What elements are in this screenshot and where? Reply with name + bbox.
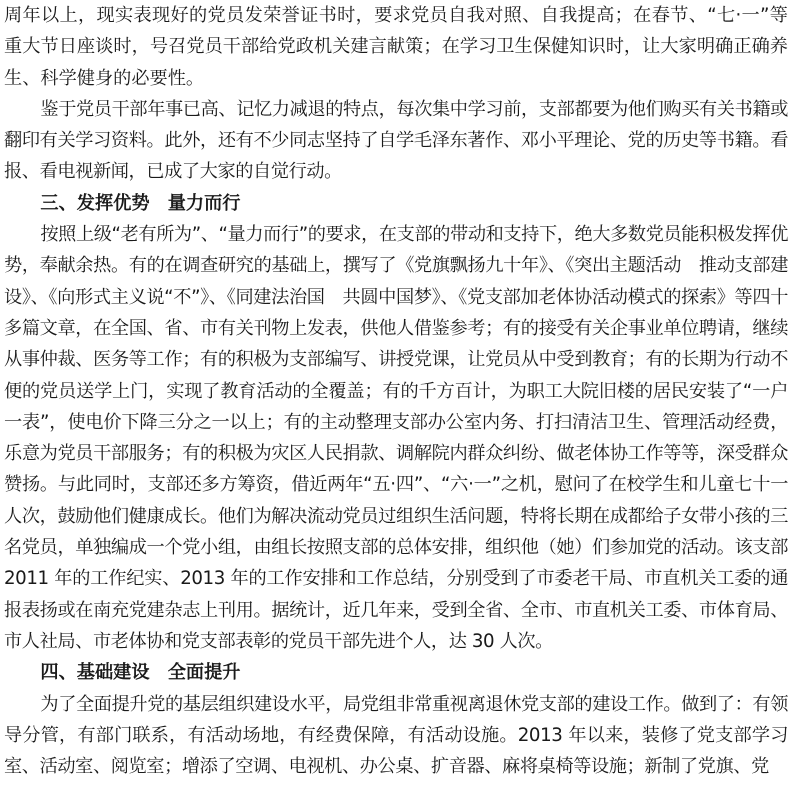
paragraph-study-materials: 鉴于党员干部年事已高、记忆力减退的特点，每次集中学习前，支部都要为他们购买有关书籍或翻印有关学习资料。此外，还有不少同志坚持了自学毛泽东著作、邓小平理论、党的历史等书籍。看报、看电视新闻，已成了大家的自觉行动。 xyxy=(4,98,788,183)
paragraph-continuation: 周年以上，现实表现好的党员发荣誉证书时，要求党员自我对照、自我提高；在春节、“七·一”等重大节日座谈时，号召党员干部给党政机关建言献策；在学习卫生保健知识时，让大家明确正确养生、科学健身的必要性。 xyxy=(4,5,788,89)
section-heading-four: 四、基础建设 全面提升 xyxy=(40,662,241,684)
paragraph-play-advantages: 按照上级“老有所为”、“量力而行”的要求，在支部的带动和支持下，绝大多数党员能积极发挥优势，奉献余热。有的在调查研究的基础上，撰写了《党旗飘扬九十年》、《突出主题活动 推动支部建设》、《向形式主义说“不”》、《同建法治国 共圆中国梦》、《党支部加老体协活动模式的探索》等四十多篇文章，在全国、省、市有关刊物上发表，供他人借鉴参考；有的接受有关企事业单位聘请，继续从事仲裁、医务等工作；有的积极为支部编写、讲授党课，让党员从中受到教育；有的长期为行动不便的党员送学上门，实现了教育活动的全覆盖；有的千方百计，为职工大院旧楼的居民安装了“一户一表”，使电价下降三分之一以上；有的主动整理支部办公室内务、打扫清洁卫生、管理活动经费，乐意为党员干部服务；有的积极为灾区人民捐款、调解院内群众纠纷、做老体协工作等等，深受群众赞扬。与此同时，支部还多方筹资，借近两年“五·四”、“六·一”之机，慰问了在校学生和儿童七十一人次，鼓励他们健康成长。他们为解决流动党员过组织生活问题，特将长期在成都给子女带小孩的三名党员，单独编成一个党小组，由组长按照支部的总体安排，组织他（她）们参加党的活动。该支部 2011 年的工作纪实、2013 年的工作安排和工作总结，分别受到了市委老干局、市直机关工委的通报表扬或在南充党建杂志上刊用。据统计，近几年来，受到全省、全市、市直机关工委、市体育局、市人社局、市老体协和党支部表彰的党员干部先进个人，达 30 人次。 xyxy=(4,224,788,652)
section-heading-three: 三、发挥优势 量力而行 xyxy=(40,192,241,214)
paragraph-infrastructure: 为了全面提升党的基层组织建设水平，局党组非常重视离退休党支部的建设工作。做到了：有领导分管，有部门联系，有活动场地，有经费保障，有活动设施。2013 年以来，装修了党支部学习室、活动室、阅览室；增添了空调、电视机、办公桌、扩音器、麻将桌椅等设施；新制了党旗、党 xyxy=(4,693,788,778)
document-page xyxy=(4,0,788,782)
